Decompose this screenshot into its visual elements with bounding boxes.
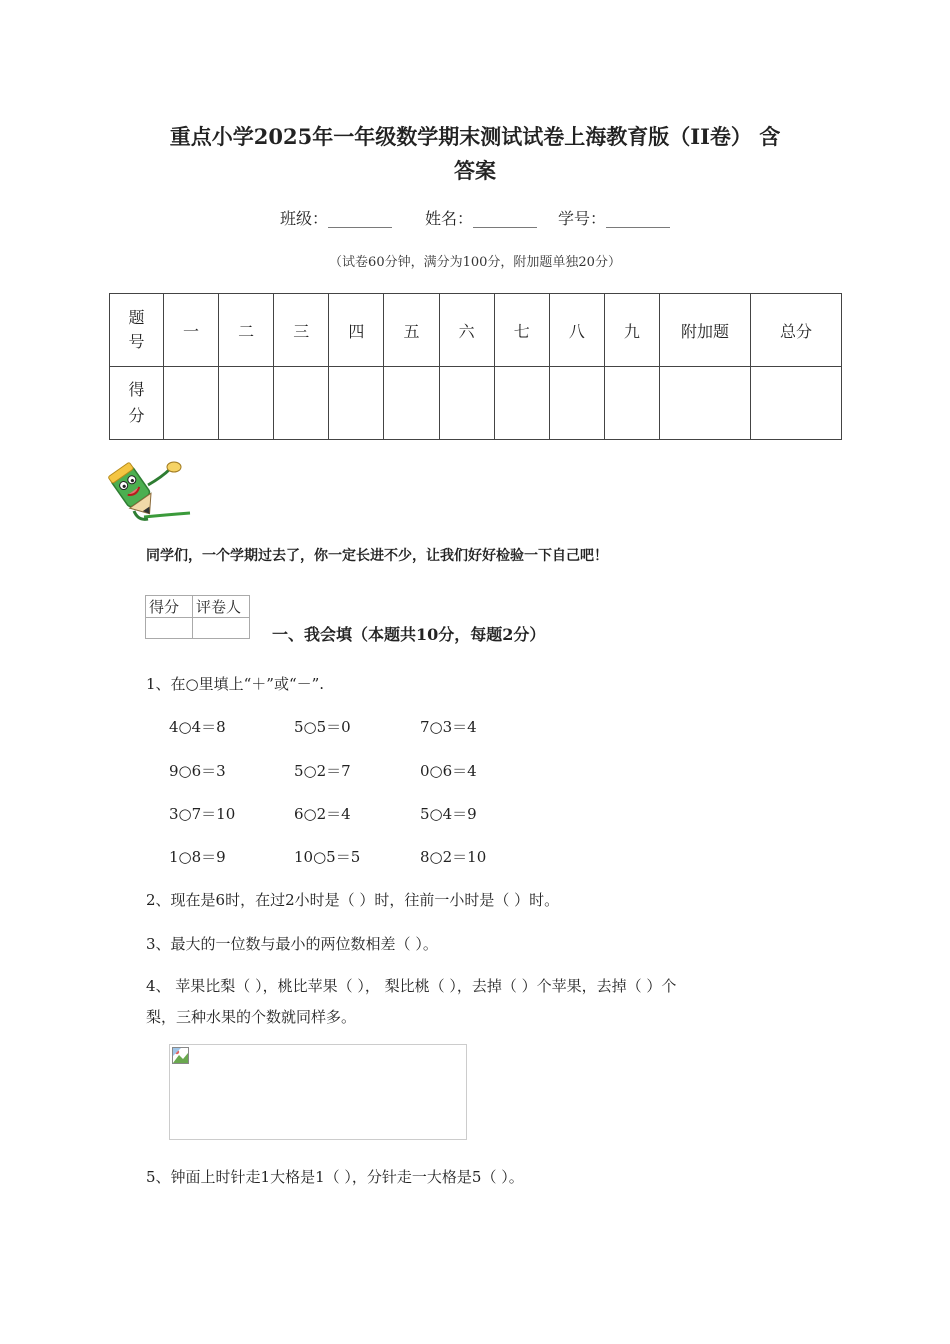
grader-reviewer-cell[interactable] <box>193 618 250 639</box>
question-3: 3、最大的一位数与最小的两位数相差（ ）。 <box>146 935 438 953</box>
equation: 5○2＝7 <box>294 762 351 780</box>
pencil-mascot-icon <box>104 455 194 527</box>
score-cell[interactable] <box>494 367 549 440</box>
equation: 5○4＝9 <box>420 805 477 823</box>
score-cell[interactable] <box>219 367 274 440</box>
equation: 4○4＝8 <box>169 718 226 736</box>
equation: 5○5＝0 <box>294 718 351 736</box>
grader-reviewer-label: 评卷人 <box>193 596 250 618</box>
score-table <box>109 293 842 440</box>
column-header: 九 <box>604 294 659 367</box>
greeting-text: 同学们，一个学期过去了，你一定长进不少，让我们好好检验一下自己吧！ <box>146 548 608 564</box>
grader-score-label: 得分 <box>146 596 193 618</box>
score-cell[interactable] <box>164 367 219 440</box>
equation: 1○8＝9 <box>169 848 226 866</box>
score-cell[interactable] <box>660 367 751 440</box>
equation: 10○5＝5 <box>294 848 361 866</box>
score-cell[interactable] <box>549 367 604 440</box>
table-row <box>110 367 842 440</box>
broken-image-icon <box>172 1047 189 1064</box>
score-cell[interactable] <box>274 367 329 440</box>
score-cell[interactable] <box>329 367 384 440</box>
row-header-score: 得分 <box>110 367 164 440</box>
question-4-continued: 梨，三种水果的个数就同样多。 <box>146 1008 357 1026</box>
score-cell[interactable] <box>439 367 494 440</box>
page-title: 重点小学2025年一年级数学期末测试试卷上海教育版（II卷） 含 <box>169 124 781 149</box>
equation: 7○3＝4 <box>420 718 477 736</box>
column-header: 总分 <box>751 294 842 367</box>
section-1-title: 一、我会填（本题共10分，每题2分） <box>272 625 546 644</box>
equation: 0○6＝4 <box>420 762 477 780</box>
grader-score-cell[interactable] <box>146 618 193 639</box>
equation: 3○7＝10 <box>169 805 236 823</box>
score-cell[interactable] <box>384 367 439 440</box>
column-header: 二 <box>219 294 274 367</box>
score-cell[interactable] <box>604 367 659 440</box>
question-2: 2、现在是6时，在过2小时是（ ）时，往前一小时是（ ）时。 <box>146 891 560 909</box>
table-row <box>110 294 842 367</box>
class-field: 班级：________ <box>280 209 393 228</box>
page-title-continued: 答案 <box>454 158 496 183</box>
score-cell[interactable] <box>751 367 842 440</box>
column-header: 八 <box>549 294 604 367</box>
question-1: 1、在○里填上“＋”或“－”. <box>146 675 325 693</box>
equation: 8○2＝10 <box>420 848 487 866</box>
name-field: 姓名：________ <box>425 209 538 228</box>
column-header: 附加题 <box>660 294 751 367</box>
column-header: 四 <box>329 294 384 367</box>
equation: 9○6＝3 <box>169 762 226 780</box>
column-header: 六 <box>439 294 494 367</box>
question-4: 4、 苹果比梨（ ），桃比苹果（ ）， 梨比桃（ ），去掉（ ）个苹果，去掉（ ）个 <box>146 977 677 995</box>
grader-box <box>145 595 250 639</box>
column-header: 三 <box>274 294 329 367</box>
student-id-field: 学号：________ <box>558 209 671 228</box>
image-placeholder <box>169 1044 467 1140</box>
exam-note: （试卷60分钟，满分为100分，附加题单独20分） <box>329 255 621 270</box>
column-header: 七 <box>494 294 549 367</box>
column-header: 一 <box>164 294 219 367</box>
row-header-question-number: 题号 <box>110 294 164 367</box>
column-header: 五 <box>384 294 439 367</box>
question-5: 5、钟面上时针走1大格是1（ ），分针走一大格是5（ ）。 <box>146 1168 524 1186</box>
equation: 6○2＝4 <box>294 805 351 823</box>
